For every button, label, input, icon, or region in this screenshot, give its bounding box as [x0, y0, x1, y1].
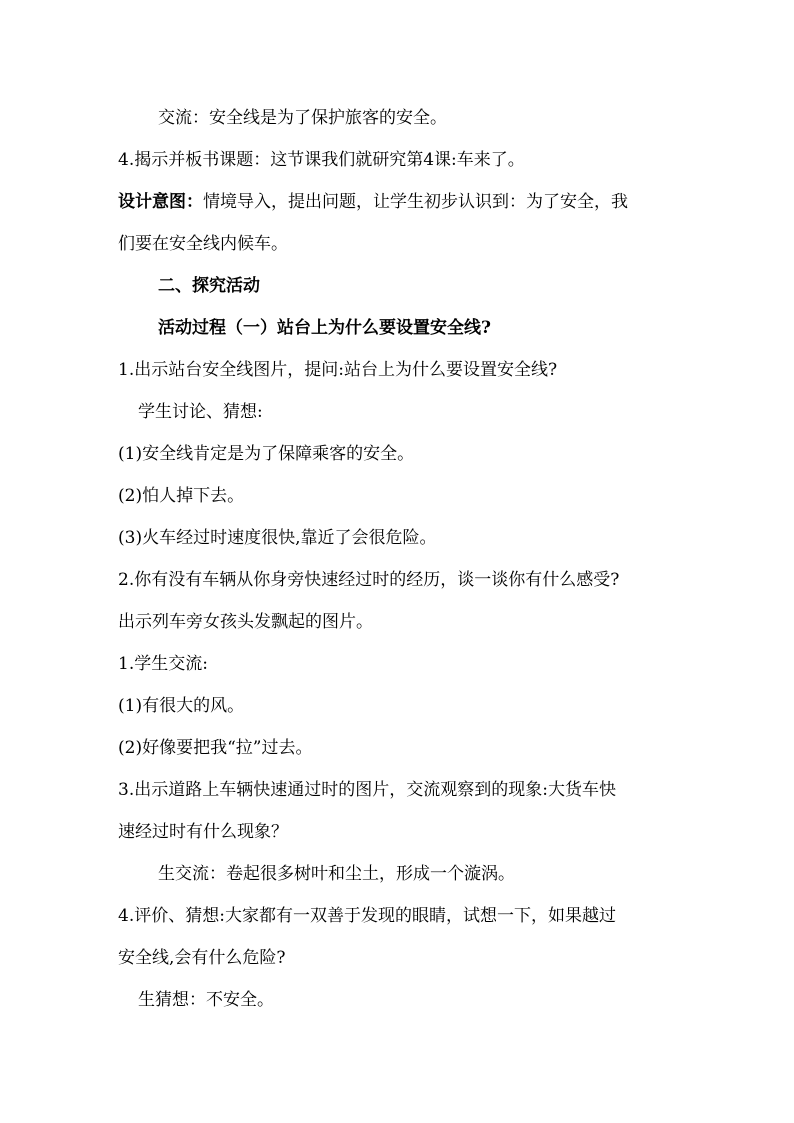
paragraph-line: 交流：安全线是为了保护旅客的安全。	[158, 108, 447, 128]
list-item: (2)好像要把我“拉”过去。	[118, 738, 313, 758]
paragraph-line: 1.出示站台安全线图片，提问:站台上为什么要设置安全线?	[118, 360, 558, 380]
list-item: (1)安全线肯定是为了保障乘客的安全。	[118, 444, 415, 464]
list-item: (1)有很大的风。	[118, 696, 245, 716]
list-item: (3)火车经过时速度很快,靠近了会很危险。	[118, 528, 437, 548]
paragraph-line: 生猜想：不安全。	[138, 990, 274, 1010]
paragraph-line: 学生讨论、猜想:	[138, 402, 263, 422]
activity-heading: 活动过程（一）站台上为什么要设置安全线?	[158, 318, 491, 338]
paragraph-line: 3.出示道路上车辆快速通过时的图片，交流观察到的现象:大货车快	[118, 780, 616, 800]
paragraph-line: 设计意图：情境导入，提出问题，让学生初步认识到：为了安全，我	[118, 192, 628, 212]
list-item: (2)怕人掉下去。	[118, 486, 245, 506]
paragraph-line: 2.你有没有车辆从你身旁快速经过时的经历，谈一谈你有什么感受?	[118, 570, 620, 590]
paragraph-line: 4.揭示并板书课题：这节课我们就研究第4课:车来了。	[118, 150, 525, 170]
paragraph-line: 们要在安全线内候车。	[118, 234, 288, 254]
paragraph-line: 1.学生交流:	[118, 654, 208, 674]
paragraph-line: 生交流：卷起很多树叶和尘土，形成一个漩涡。	[158, 864, 515, 884]
design-intent-label: 设计意图：	[118, 192, 203, 212]
paragraph-line: 出示列车旁女孩头发飘起的图片。	[118, 612, 373, 632]
section-heading: 二、探究活动	[158, 276, 260, 296]
paragraph-line: 安全线,会有什么危险?	[118, 948, 286, 968]
paragraph-line: 速经过时有什么现象？	[118, 822, 288, 842]
paragraph-line: 4.评价、猜想:大家都有一双善于发现的眼睛，试想一下，如果越过	[118, 906, 616, 926]
